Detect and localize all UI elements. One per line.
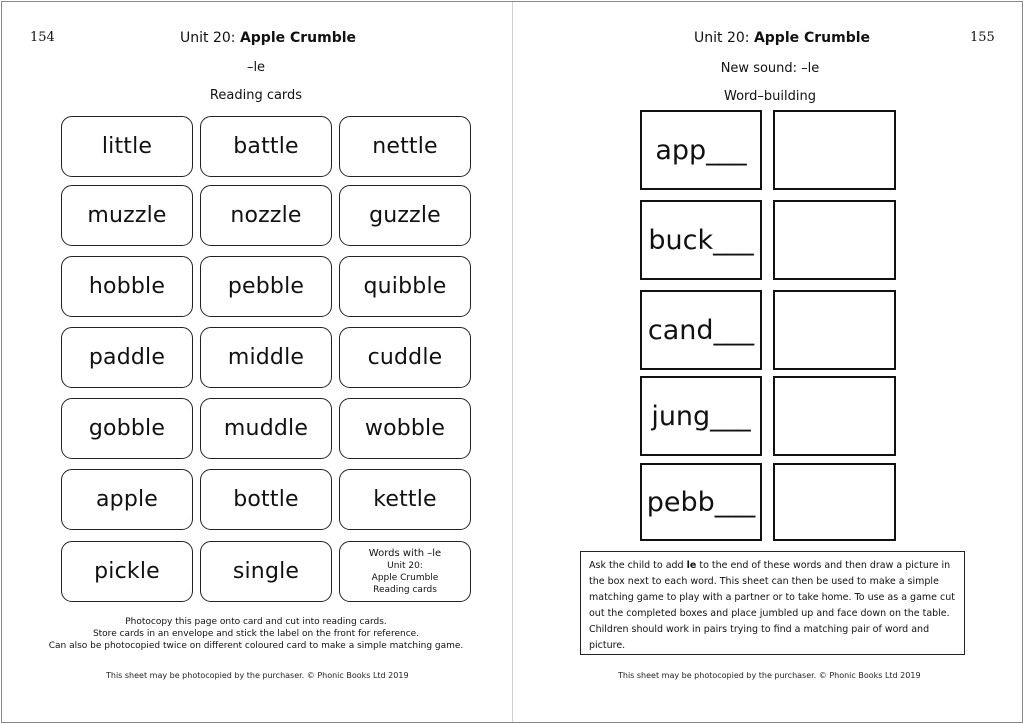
reading-card — [339, 469, 471, 530]
instruction-line: Photocopy this page onto card and cut into reading cards. — [125, 617, 387, 627]
left-unit-heading — [180, 30, 356, 46]
reading-card-word: pebble — [227, 274, 305, 299]
left-page-number: 154 — [30, 30, 55, 45]
page-spine — [512, 2, 513, 722]
right-unit-title: Apple Crumble — [753, 30, 871, 46]
reading-card-word: pickle — [94, 559, 160, 584]
note-bold-suffix: le — [686, 560, 697, 571]
picture-box — [773, 200, 896, 280]
reading-card — [61, 398, 193, 459]
reading-card-word: middle — [227, 345, 305, 370]
label-card — [339, 541, 471, 602]
reading-card — [61, 327, 193, 388]
reading-card-word: cuddle — [367, 345, 443, 370]
reading-card-word: hobble — [88, 274, 166, 299]
word-box — [640, 200, 762, 280]
reading-card-word: guzzle — [369, 203, 441, 228]
teacher-note — [580, 551, 965, 655]
label-card-line: Words with –le — [368, 547, 442, 559]
reading-card-word: kettle — [373, 487, 437, 512]
right-sound: New sound: –le — [720, 61, 820, 76]
reading-card-word: nozzle — [230, 203, 302, 228]
left-instructions — [46, 616, 466, 652]
left-unit-prefix: Unit 20: — [180, 30, 236, 46]
reading-card-word: gobble — [88, 416, 166, 441]
reading-card — [61, 256, 193, 317]
reading-card-word: bottle — [233, 487, 299, 512]
word-box — [640, 110, 762, 190]
reading-card — [61, 541, 193, 602]
instruction-line: Store cards in an envelope and stick the label on the front for reference. — [92, 629, 420, 639]
left-sound: –le — [246, 60, 266, 75]
reading-card — [61, 116, 193, 177]
reading-card — [200, 469, 332, 530]
picture-box — [773, 290, 896, 370]
right-footer: This sheet may be photocopied by the purchaser. © Phonic Books Ltd 2019 — [618, 671, 921, 680]
note-text-start: Ask the child to add — [589, 560, 687, 571]
right-page-number: 155 — [970, 30, 995, 45]
word-box — [640, 463, 762, 541]
reading-card — [339, 116, 471, 177]
note-text-rest: to the end of these words and then draw a picture in the box next to each word. This sheet can then be used to make a simple matching game to play with a partner or to take home. To use as a game cut out the completed boxes and place jumbled up and face down on the table. Children should work in pairs trying to find a matching pair of word and picture. — [589, 560, 955, 651]
reading-card-word: muddle — [223, 416, 309, 441]
word-stem: jung___ — [651, 400, 751, 432]
reading-card-word: muzzle — [87, 203, 167, 228]
word-stem: app___ — [655, 134, 747, 166]
left-footer: This sheet may be photocopied by the purchaser. © Phonic Books Ltd 2019 — [106, 671, 409, 680]
word-stem: pebb___ — [646, 486, 756, 518]
reading-card-word: apple — [95, 487, 159, 512]
reading-card-word: battle — [233, 134, 299, 159]
reading-card — [200, 116, 332, 177]
word-stem: cand___ — [647, 314, 755, 346]
label-card-line: Apple Crumble — [371, 572, 439, 583]
reading-card — [61, 469, 193, 530]
reading-card — [200, 327, 332, 388]
word-stem: buck___ — [648, 224, 754, 256]
reading-card — [339, 327, 471, 388]
reading-card — [339, 185, 471, 246]
word-box — [640, 376, 762, 456]
reading-card — [339, 256, 471, 317]
right-unit-heading — [694, 30, 870, 46]
reading-card — [339, 398, 471, 459]
reading-card-word: nettle — [372, 134, 438, 159]
reading-card-word: quibble — [363, 274, 447, 299]
label-card-line: Reading cards — [373, 584, 437, 595]
picture-box — [773, 376, 896, 456]
instruction-line: Can also be photocopied twice on different coloured card to make a simple matching game. — [48, 641, 464, 651]
left-unit-title: Apple Crumble — [239, 30, 357, 46]
right-section-title: Word–building — [724, 89, 816, 104]
label-card-line: Unit 20: — [387, 560, 423, 571]
reading-card — [61, 185, 193, 246]
reading-card-word: paddle — [88, 345, 166, 370]
reading-card-word: little — [101, 134, 153, 159]
picture-box — [773, 110, 896, 190]
reading-card-word: single — [232, 559, 300, 584]
reading-card — [200, 256, 332, 317]
picture-box — [773, 463, 896, 541]
reading-card-word: wobble — [364, 416, 446, 441]
reading-card — [200, 541, 332, 602]
left-section-title: Reading cards — [209, 88, 303, 103]
word-box — [640, 290, 762, 370]
reading-card — [200, 185, 332, 246]
reading-card — [200, 398, 332, 459]
right-unit-prefix: Unit 20: — [694, 30, 750, 46]
